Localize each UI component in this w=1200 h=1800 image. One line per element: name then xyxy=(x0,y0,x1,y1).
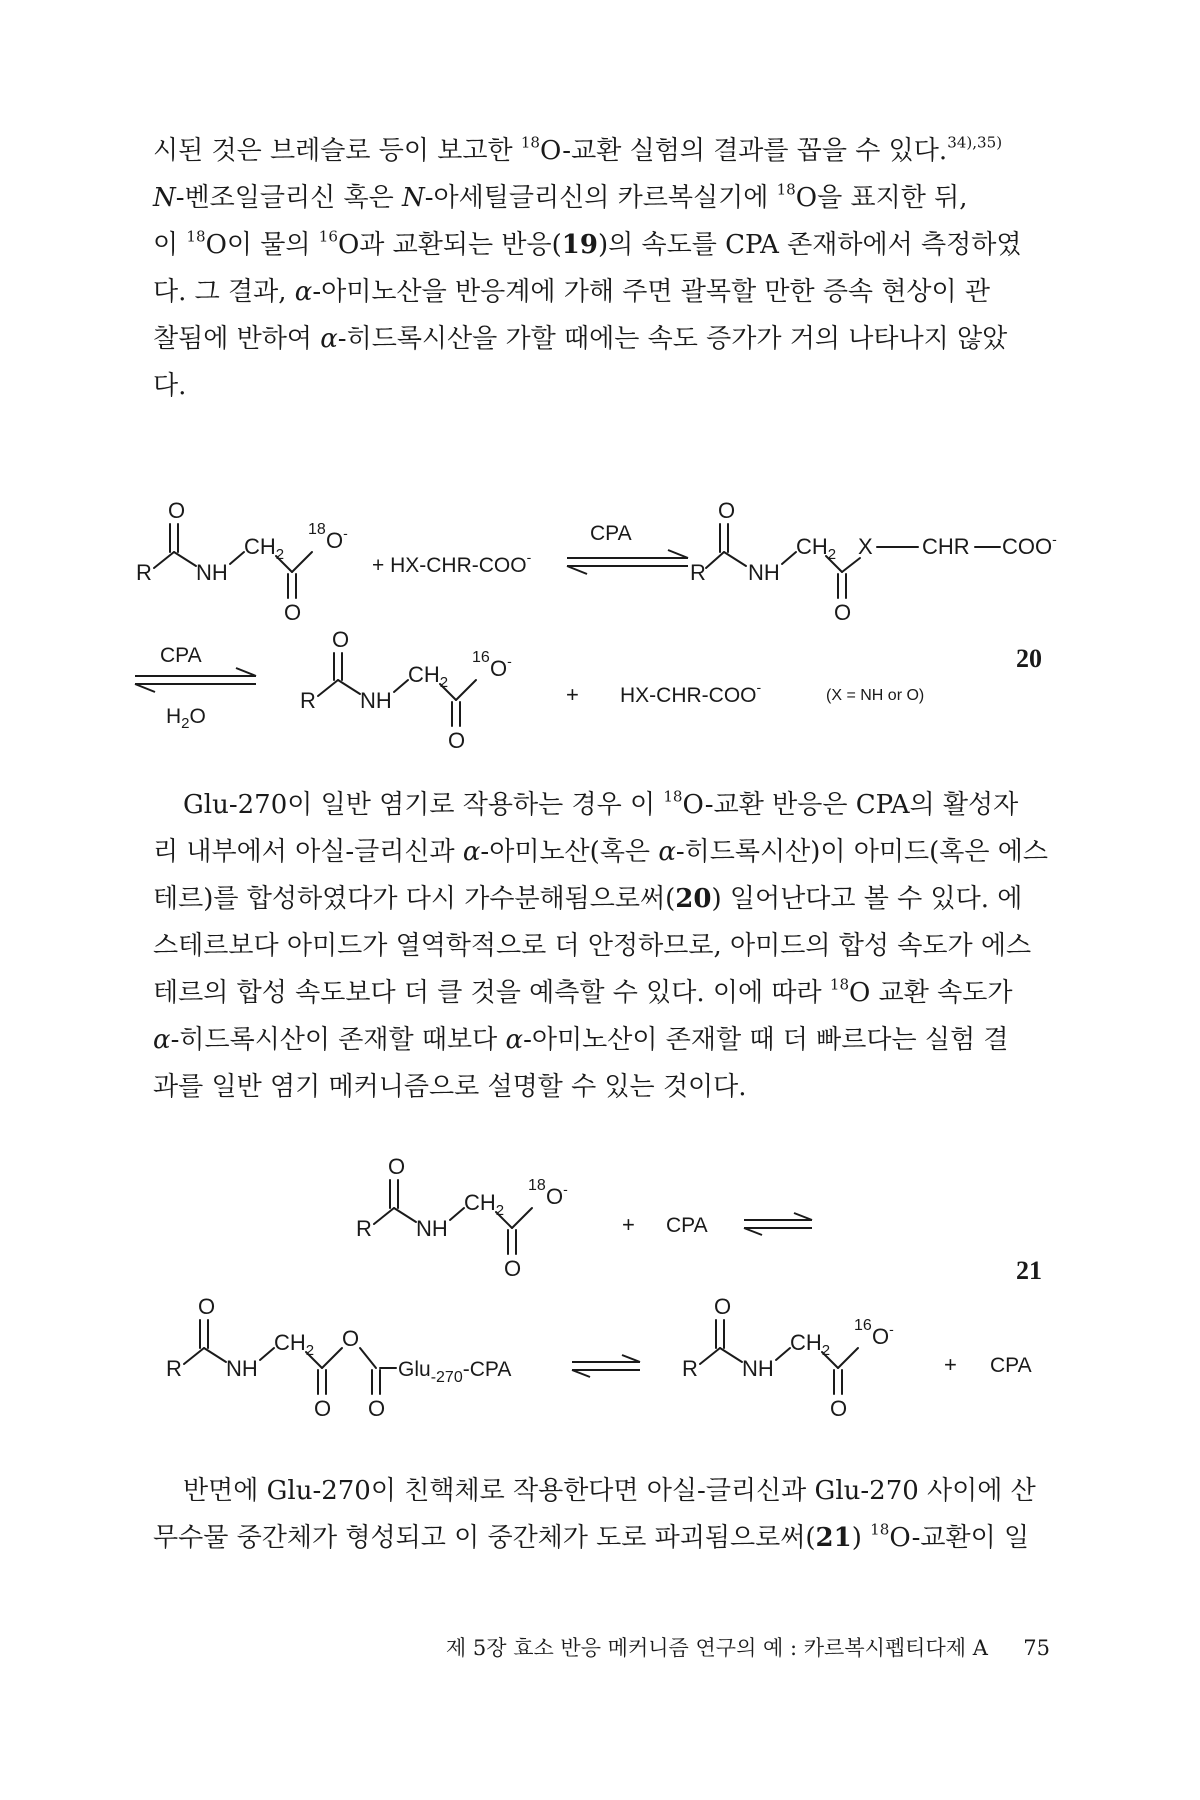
svg-text:NH: NH xyxy=(416,1216,448,1241)
plus-sign: + xyxy=(566,682,579,707)
svg-text:R: R xyxy=(136,560,152,585)
chapter-title: 제 5장 효소 반응 메커니즘 연구의 예 : 카르복시펩티다제 A xyxy=(445,1636,988,1660)
p1-line-2: N-벤조일글리신 혹은 N-아세틸글리신의 카르복실기에 $^{18}$O을 표지한 뒤, xyxy=(153,180,968,213)
svg-text:O: O xyxy=(388,1154,406,1179)
svg-text:Glu-270-CPA: Glu$_{-270}$-CPA xyxy=(398,1358,512,1386)
svg-text:R: R xyxy=(300,688,316,713)
svg-text:R: R xyxy=(690,560,706,585)
page-footer xyxy=(390,1632,1050,1662)
svg-text:COO-: COO- xyxy=(1002,531,1057,559)
svg-text:O: O xyxy=(368,1396,386,1421)
paragraph-3 xyxy=(153,1468,1048,1562)
condition-note: (X = NH or O) xyxy=(826,687,925,704)
anhydride-intermediate xyxy=(166,1294,511,1421)
scheme-number-20: 20 xyxy=(1016,644,1042,673)
svg-text:CH2: $CH_2$ xyxy=(464,1190,505,1219)
released-reagent: HX-CHR-COO- xyxy=(620,679,762,707)
svg-text:NH: NH xyxy=(748,560,780,585)
svg-text:O-: O- xyxy=(546,1181,568,1209)
p3-line-2: 무수물 중간체가 형성되고 이 중간체가 도로 파괴됨으로써(21) $^{18}$O-교환이 일 xyxy=(153,1520,1030,1553)
product-16o-acylglycine xyxy=(300,627,512,753)
svg-text:CH2: $CH_2$ xyxy=(796,534,837,563)
svg-text:O: O xyxy=(718,498,736,523)
p2-line-1: Glu-270이 일반 염기로 작용하는 경우 이 $^{18}$O-교환 반응은 CPA의 활성자 xyxy=(183,787,1019,820)
p2-line-6: α-히드록시산이 존재할 때보다 α-아미노산이 존재할 때 더 빠르다는 실험 결 xyxy=(153,1025,1009,1055)
p2-line-4: 스테르보다 아미드가 열역학적으로 더 안정하므로, 아미드의 합성 속도가 에스 xyxy=(153,931,1032,961)
svg-text:CPA: CPA xyxy=(160,644,202,667)
equilibrium-arrow-1 xyxy=(567,522,688,574)
svg-text:16: 16 xyxy=(854,1317,872,1334)
intermediate-product xyxy=(690,498,1057,625)
svg-text:CPA: CPA xyxy=(590,522,632,545)
svg-text:R: R xyxy=(682,1356,698,1381)
svg-text:CH2: $CH_2$ xyxy=(408,662,449,691)
svg-text:CPA: CPA xyxy=(666,1214,708,1237)
svg-text:O: O xyxy=(314,1396,332,1421)
p2-line-3: 테르)를 합성하였다가 다시 가수분해됨으로써(20) 일어난다고 볼 수 있다. 에 xyxy=(153,884,1023,914)
svg-text:O: O xyxy=(284,600,302,625)
svg-text:16: 16 xyxy=(472,649,490,666)
reaction-scheme-21 xyxy=(0,1150,1200,1460)
svg-text:+: + xyxy=(622,1212,635,1237)
svg-text:CH2: $CH_2$ xyxy=(790,1330,831,1359)
svg-text:CHR: CHR xyxy=(922,534,970,559)
svg-text:NH: NH xyxy=(742,1356,774,1381)
svg-text:O: O xyxy=(834,600,852,625)
svg-text:R: R xyxy=(356,1216,372,1241)
svg-text:O: O xyxy=(168,498,186,523)
svg-text:CH2: $CH_2$ xyxy=(274,1330,315,1359)
svg-text:H2O: $H_2O$ xyxy=(166,705,206,732)
paragraph-1 xyxy=(153,128,1048,410)
svg-text:O-: O- xyxy=(326,525,348,553)
svg-text:CPA: CPA xyxy=(990,1354,1032,1377)
svg-text:NH: NH xyxy=(226,1356,258,1381)
p1-line-4: 다. 그 결과, α-아미노산을 반응계에 가해 주면 괄목할 만한 증속 현상이 관 xyxy=(153,277,991,307)
svg-text:18: 18 xyxy=(308,521,326,538)
equilibrium-arrow-2 xyxy=(135,644,256,732)
svg-text:O: O xyxy=(448,728,466,753)
p1-line-6: 다. xyxy=(153,371,187,401)
svg-text:O: O xyxy=(332,627,350,652)
page-number: 75 xyxy=(1023,1636,1050,1660)
reactant-18o-acylglycine xyxy=(136,498,348,625)
p1-line-1: 시된 것은 브레슬로 등이 보고한 $^{18}$O-교환 실험의 결과를 꼽을 수 있다.$^{34),35)}$ xyxy=(153,133,1003,166)
svg-text:O: O xyxy=(830,1396,848,1421)
p1-line-3: 이 $^{18}$O이 물의 $^{16}$O과 교환되는 반응(19)의 속도를 CPA 존재하에서 측정하였 xyxy=(153,227,1022,260)
svg-text:NH: NH xyxy=(196,560,228,585)
product-16o-acylglycine xyxy=(682,1294,894,1421)
p3-line-1: 반면에 Glu-270이 친핵체로 작용한다면 아실-글리신과 Glu-270 사이에 산 xyxy=(183,1476,1036,1506)
paragraph-2 xyxy=(153,782,1048,1111)
p1-line-5: 찰됨에 반하여 α-히드록시산을 가할 때에는 속도 증가가 거의 나타나지 않았 xyxy=(153,324,1008,354)
reaction-scheme-20 xyxy=(0,490,1200,780)
svg-text:O: O xyxy=(198,1294,216,1319)
p2-line-7: 과를 일반 염기 메커니즘으로 설명할 수 있는 것이다. xyxy=(153,1072,747,1102)
equilibrium-arrow-4 xyxy=(572,1355,640,1377)
svg-text:NH: NH xyxy=(360,688,392,713)
svg-text:CH2: $CH_2$ xyxy=(244,534,285,563)
svg-text:R: R xyxy=(166,1356,182,1381)
citation-ref: 34),35) xyxy=(947,133,1003,152)
reagent-hx-chr-coo: + HX-CHR-COO- xyxy=(372,549,532,577)
reactant-18o-acylglycine xyxy=(356,1154,568,1281)
p2-line-5: 테르의 합성 속도보다 더 클 것을 예측할 수 있다. 이에 따라 $^{18}$O 교환 속도가 xyxy=(153,975,1013,1008)
svg-text:18: 18 xyxy=(528,1177,546,1194)
svg-text:O-: O- xyxy=(872,1321,894,1349)
scheme-number-21: 21 xyxy=(1016,1256,1042,1285)
svg-text:X: X xyxy=(858,534,873,559)
svg-text:+: + xyxy=(944,1352,957,1377)
p2-line-2: 리 내부에서 아실-글리신과 α-아미노산(혹은 α-히드록시산)이 아미드(혹은 에스 xyxy=(153,837,1048,867)
svg-text:O: O xyxy=(714,1294,732,1319)
svg-text:O: O xyxy=(504,1256,522,1281)
svg-text:O-: O- xyxy=(490,653,512,681)
svg-text:O: O xyxy=(342,1326,360,1351)
equilibrium-arrow-3 xyxy=(744,1213,812,1235)
